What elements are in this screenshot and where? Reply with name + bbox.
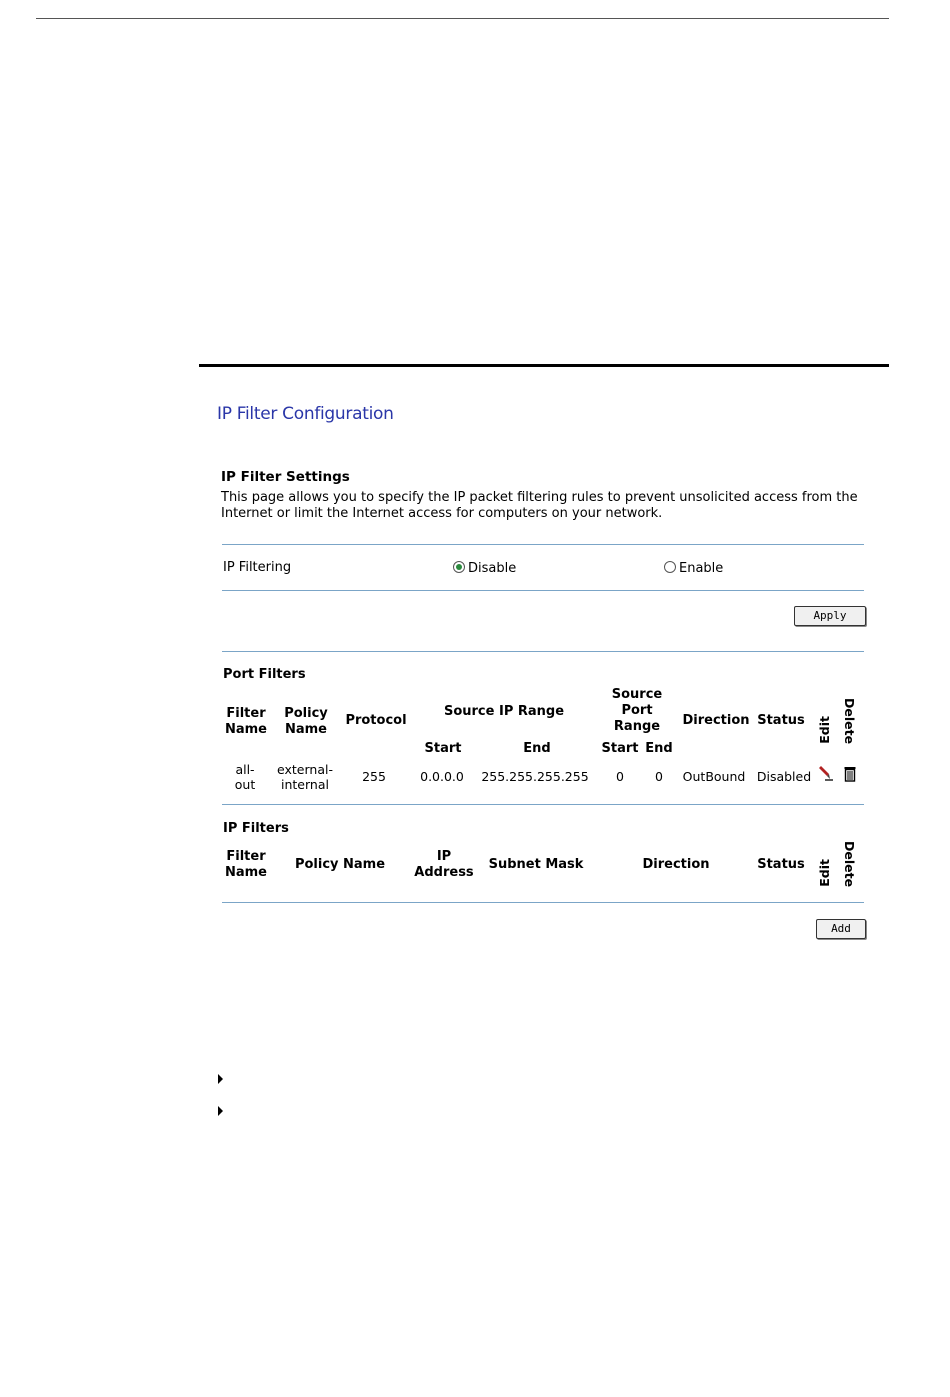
cell-protocol: 255 <box>362 769 386 784</box>
bullet-icon <box>218 1106 223 1116</box>
col-filter-name: Filter Name <box>224 706 267 737</box>
radio-enable[interactable] <box>664 561 723 576</box>
col-source-ip-range: Source IP Range <box>443 704 565 719</box>
trash-icon[interactable] <box>844 766 856 782</box>
col-protocol: Protocol <box>345 713 407 728</box>
radio-disable-label: Disable <box>468 561 517 576</box>
col-status: Status <box>757 713 805 728</box>
cell-policy-name: external-internal <box>277 762 333 792</box>
col-source-port-range: Source Port Range <box>611 687 663 734</box>
col-port-end: End <box>645 741 673 756</box>
divider <box>222 804 864 805</box>
col-edit: Edit <box>817 716 832 744</box>
divider <box>222 651 864 652</box>
col-status: Status <box>757 857 805 872</box>
port-filters-heading: Port Filters <box>223 667 306 682</box>
settings-description: This page allows you to specify the IP packet filtering rules to prevent unsolicited access from the Internet or limit the Internet access for computers on your network. <box>221 490 858 521</box>
col-policy-name: Policy Name <box>294 857 386 872</box>
page-title: IP Filter Configuration <box>217 404 394 424</box>
divider <box>222 544 864 545</box>
col-direction: Direction <box>642 857 710 872</box>
edit-pencil-icon[interactable] <box>817 766 835 782</box>
section-rule <box>199 364 889 367</box>
radio-enable-indicator[interactable] <box>664 561 676 573</box>
col-edit: Edit <box>817 859 832 887</box>
col-filter-name: Filter Name <box>224 849 267 880</box>
add-button[interactable]: Add <box>816 919 866 939</box>
ip-filtering-label: IP Filtering <box>223 560 292 575</box>
cell-direction: OutBound <box>682 769 746 784</box>
bullet-icon <box>218 1074 223 1084</box>
cell-status: Disabled <box>756 769 812 784</box>
col-ip-address: IP Address <box>414 849 474 880</box>
col-delete: Delete <box>842 698 857 745</box>
apply-button[interactable]: Apply <box>794 606 866 626</box>
divider <box>222 902 864 903</box>
divider <box>222 590 864 591</box>
top-rule <box>36 18 889 19</box>
cell-ip-end: 255.255.255.255 <box>481 769 589 784</box>
col-policy-name: Policy Name <box>284 706 328 737</box>
col-delete: Delete <box>842 841 857 888</box>
radio-enable-label: Enable <box>679 561 724 576</box>
col-direction: Direction <box>682 713 750 728</box>
settings-heading: IP Filter Settings <box>221 469 350 485</box>
ip-filters-heading: IP Filters <box>223 821 289 836</box>
radio-disable-indicator[interactable] <box>453 561 465 573</box>
cell-ip-start: 0.0.0.0 <box>420 769 464 784</box>
cell-filter-name: all-out <box>234 762 256 792</box>
cell-port-end: 0 <box>655 769 663 784</box>
col-ip-end: End <box>523 741 551 756</box>
col-subnet-mask: Subnet Mask <box>488 857 584 872</box>
col-port-start: Start <box>601 741 639 756</box>
radio-disable[interactable] <box>453 561 516 576</box>
cell-port-start: 0 <box>616 769 624 784</box>
col-ip-start: Start <box>424 741 462 756</box>
